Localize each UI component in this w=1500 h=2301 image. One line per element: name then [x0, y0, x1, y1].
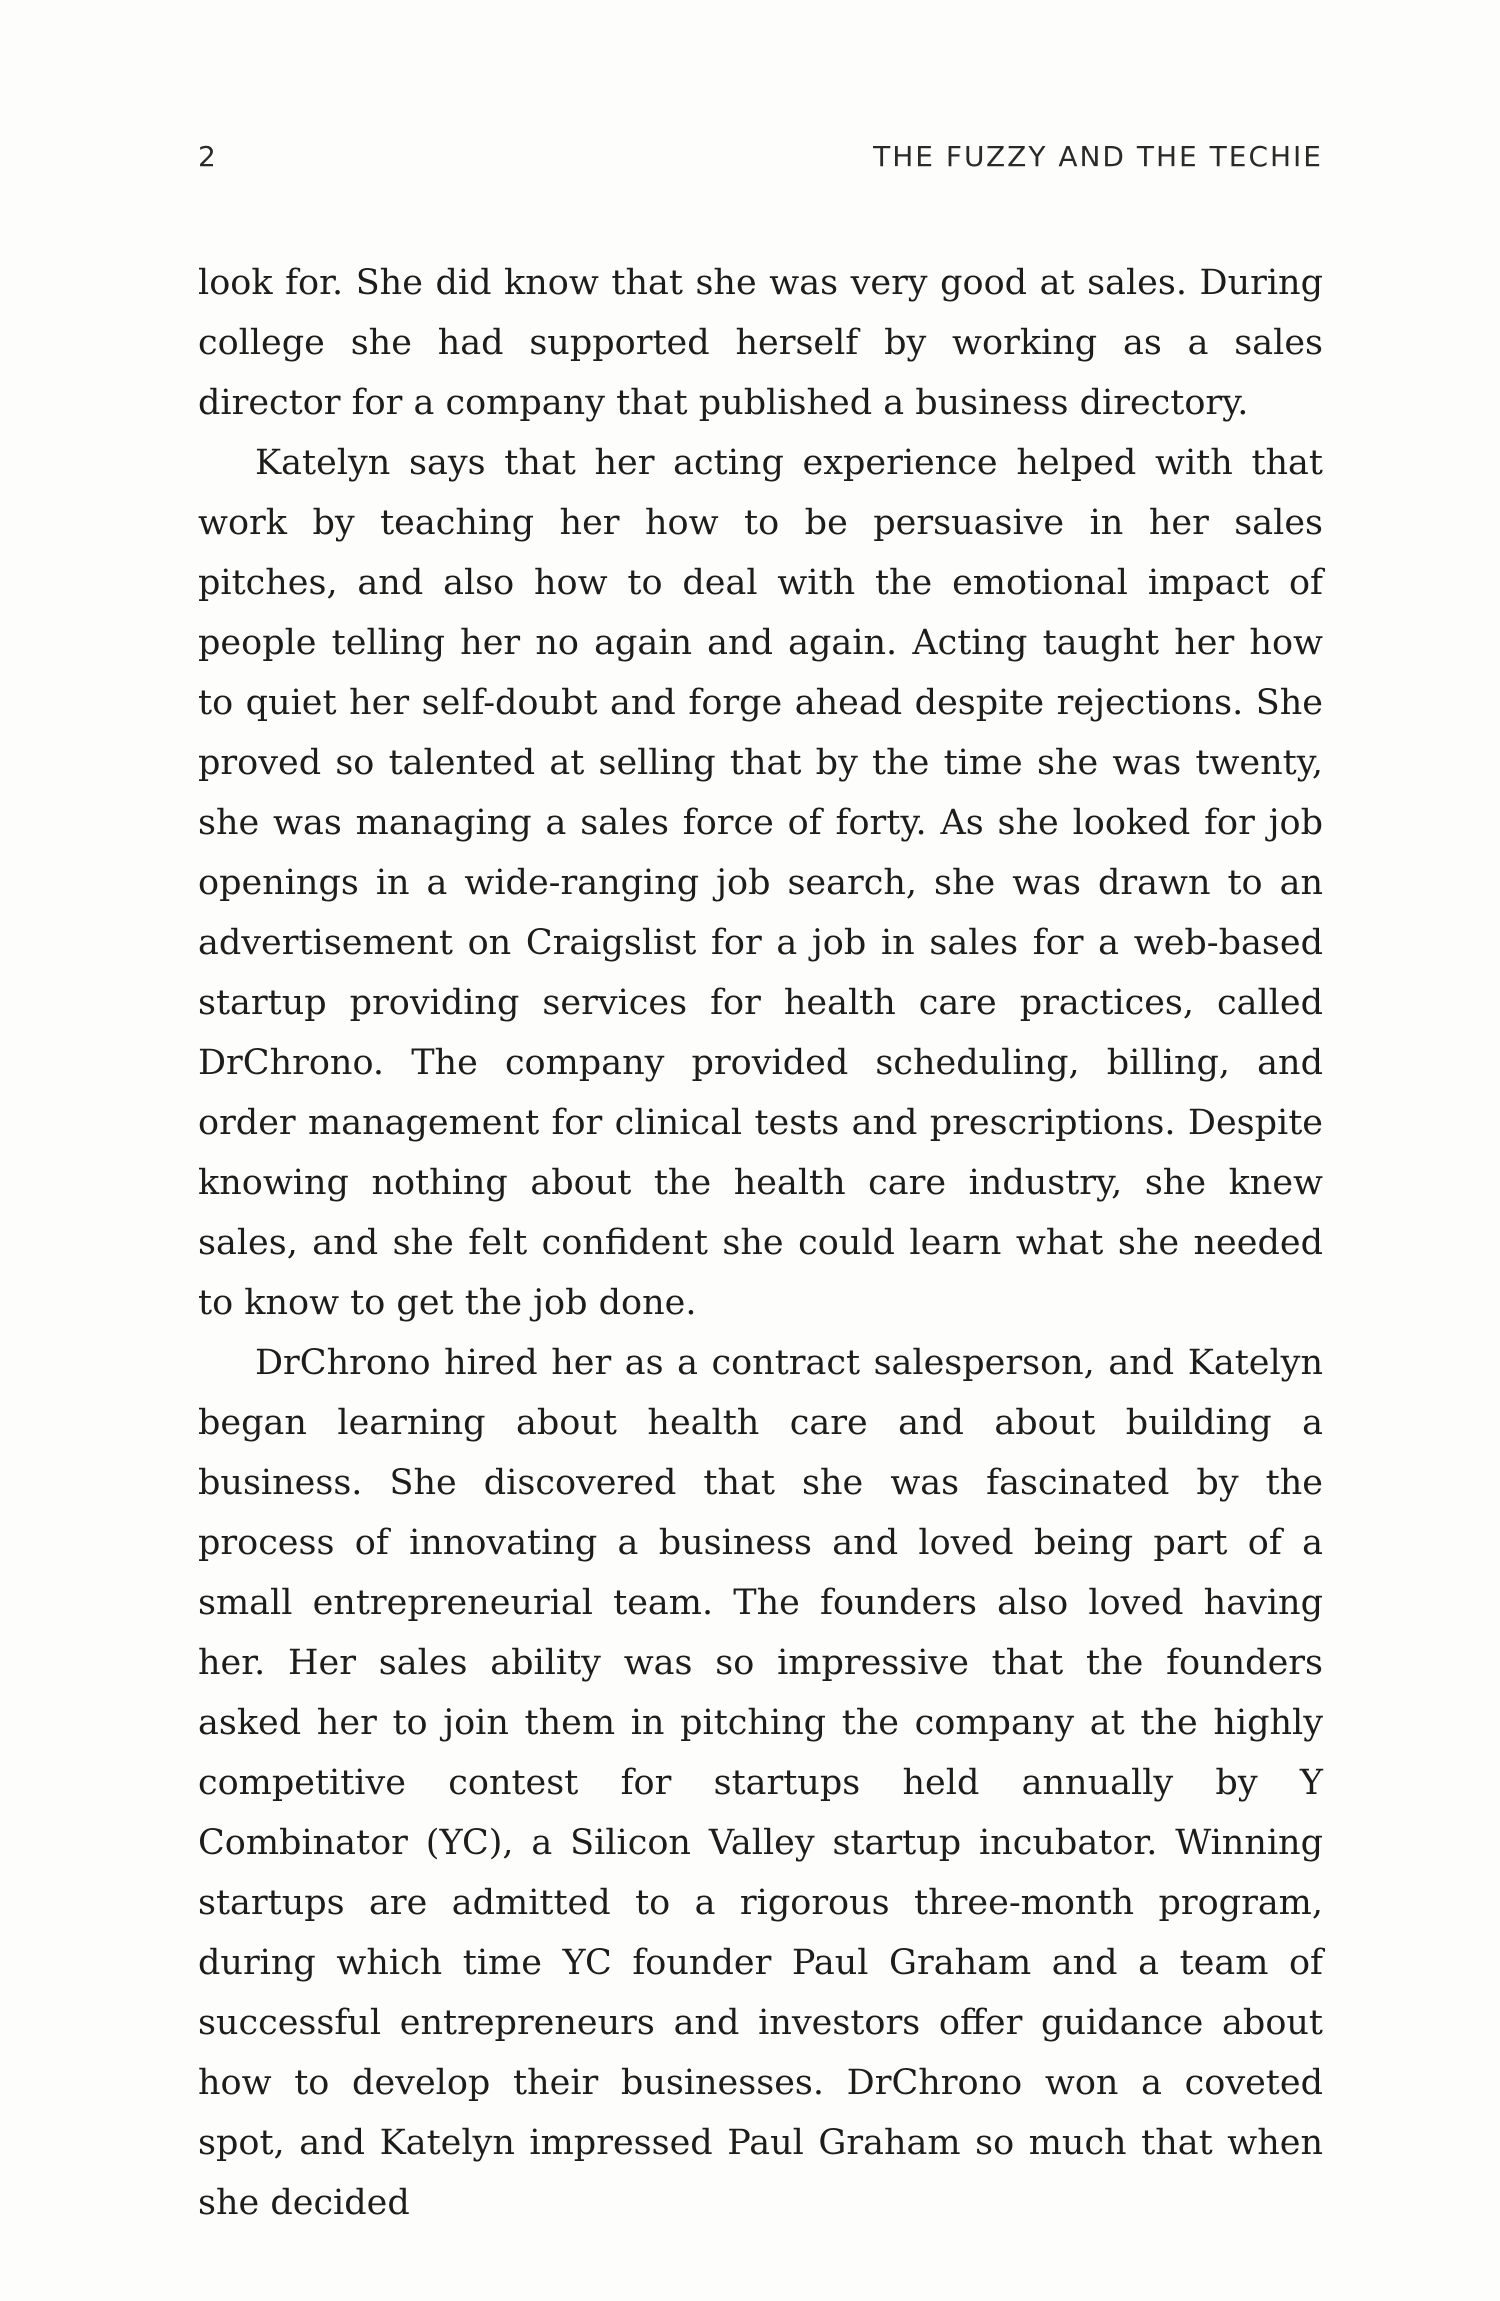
running-title: THE FUZZY AND THE TECHIE	[873, 140, 1323, 173]
paragraph-continued: look for. She did know that she was very good at sales. During college she had supported herself by working as a sales director for a company that published a business directory.	[198, 263, 1323, 423]
paragraph: Katelyn says that her acting experience helped with that work by teaching her how to be persuasive in her sales pitches, and also how to deal with the emotional impact of people telling her no again and again. Acting taught her how to quiet her self-doubt and forge ahead despite rejections. She proved so talented at selling that by the time she was twenty, she was managing a sales force of forty. As she looked for job openings in a wide-ranging job search, she was drawn to an advertisement on Craigslist for a job in sales for a web-based startup providing services for health care practices, called DrChrono. The company provided scheduling, billing, and order management for clinical tests and prescriptions. Despite knowing nothing about the health care industry, she knew sales, and she felt confident she could learn what she needed to know to get the job done.	[198, 443, 1323, 1323]
running-head	[198, 140, 1323, 180]
paragraph: DrChrono hired her as a contract salesperson, and Katelyn began learning about health care and about building a business. She discovered that she was fascinated by the process of innovating a business and loved being part of a small entrepreneurial team. The founders also loved having her. Her sales ability was so impressive that the founders asked her to join them in pitching the company at the highly competitive contest for startups held annually by Y Combinator (YC), a Silicon Valley startup incubator. Winning startups are admitted to a rigorous three-month program, during which time YC founder Paul Graham and a team of successful entrepreneurs and investors offer guidance about how to develop their businesses. DrChrono won a coveted spot, and Katelyn impressed Paul Graham so much that when she decided	[198, 1343, 1323, 2223]
page-number: 2	[198, 140, 217, 173]
body-text	[198, 253, 1323, 2233]
